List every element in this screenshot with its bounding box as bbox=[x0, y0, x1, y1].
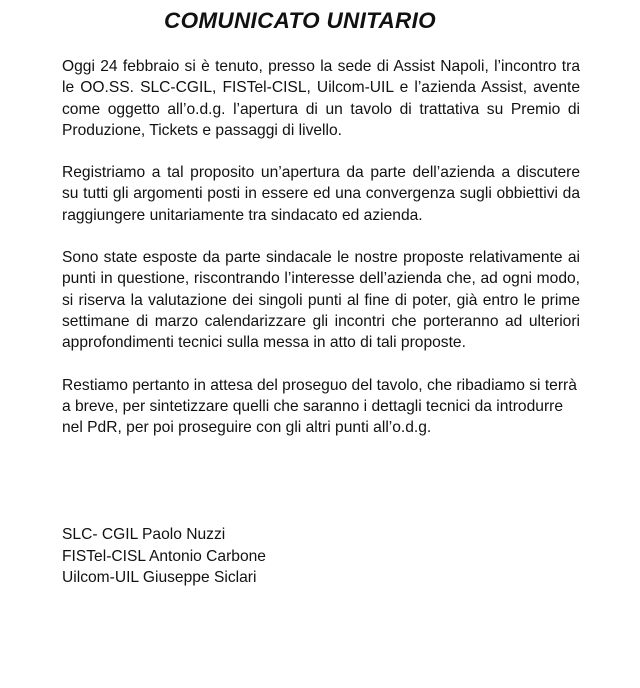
document-title: COMUNICATO UNITARIO bbox=[164, 8, 436, 33]
signature-block bbox=[62, 524, 462, 589]
paragraph-meeting: Oggi 24 febbraio si è tenuto, presso la sede di Assist Napoli, l’incontro tra le OO.SS. SLC-CGIL, FISTel-CISL, Uilcom-UIL e l’azienda Assist, avente come oggetto all’o.d.g. l’apertura di un tavolo di trattativa su Premio di Produzione, Tickets e passaggi di livello. bbox=[62, 58, 580, 139]
paragraph-next-steps: Restiamo pertanto in attesa del proseguo del tavolo, che ribadiamo si terrà a breve, per sintetizzare quelli che saranno i dettagli tecnici da introdurre nel PdR, per poi proseguire con gli altri punti all’o.d.g. bbox=[62, 376, 577, 437]
signature-uilcom-uil: Uilcom-UIL Giuseppe Siclari bbox=[62, 569, 257, 586]
paragraph-opening: Registriamo a tal proposito un’apertura da parte dell’azienda a discutere su tutti gli argomenti posti in essere ed una convergenza sugli obbiettivi da raggiungere unitariamente tra sindacato ed azienda. bbox=[62, 164, 580, 224]
signature-slc-cgil: SLC- CGIL Paolo Nuzzi bbox=[62, 526, 226, 543]
document-body bbox=[62, 56, 580, 459]
paragraph-proposals: Sono state esposte da parte sindacale le nostre proposte relativamente ai punti in questione, riscontrando l’interesse dell’azienda che, ad ogni modo, si riserva la valutazione dei singoli punti al fine di poter, già entro le prime settimane di marzo calendarizzare gli incontri che porteranno ad ulteriori approfondimenti tecnici sulla messa in atto di tali proposte. bbox=[62, 249, 580, 352]
signature-fistel-cisl: FISTel-CISL Antonio Carbone bbox=[62, 547, 266, 565]
